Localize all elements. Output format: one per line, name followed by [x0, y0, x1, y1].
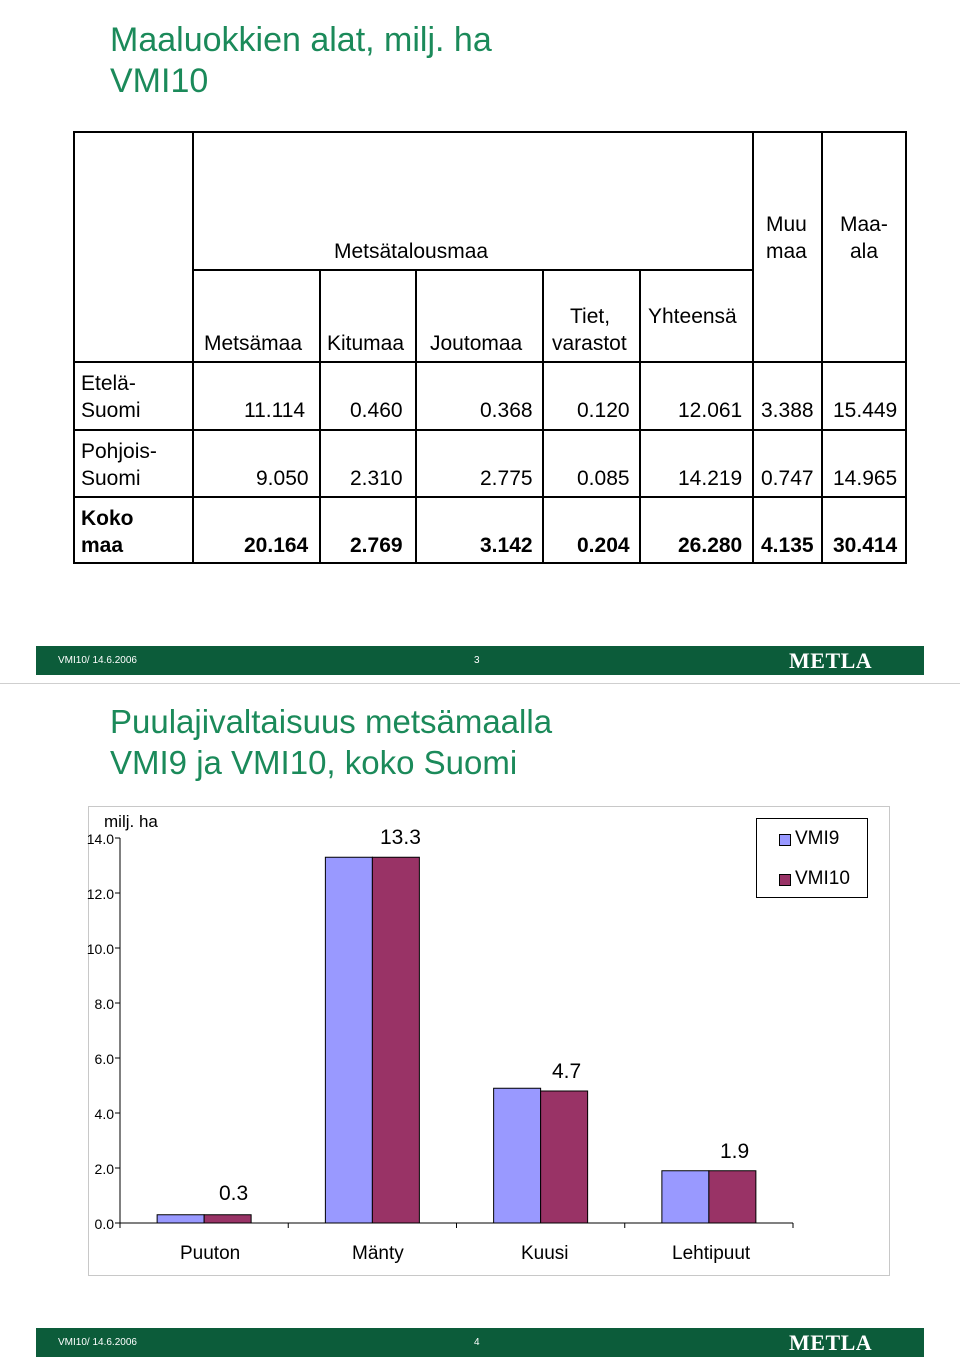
- y-tick-label: 2.0: [94, 1161, 114, 1177]
- table-cell: 4.135: [761, 534, 814, 557]
- y-tick-label: 10.0: [86, 941, 114, 957]
- table-cell: 2.310: [350, 467, 403, 490]
- table-cell: 0.747: [761, 467, 814, 490]
- bar-vmi9-lehtipuut: [662, 1171, 709, 1223]
- category-label-manty: Mänty: [352, 1243, 404, 1264]
- slide2-footer: [36, 1328, 924, 1357]
- table-cell: 0.120: [577, 399, 630, 422]
- y-tick-label: 8.0: [94, 996, 114, 1012]
- table-cell: 11.114: [244, 399, 306, 422]
- header-maa-ala-2: ala: [850, 240, 879, 263]
- y-tick-label: 0.0: [94, 1216, 114, 1232]
- table-cell: 0.085: [577, 467, 630, 490]
- category-label-puuton: Puuton: [180, 1243, 241, 1264]
- row-label-etela-2: Suomi: [81, 399, 141, 422]
- header-metsatalousmaa: Metsätalousmaa: [334, 240, 489, 263]
- bar-vmi9-kuusi: [494, 1088, 541, 1223]
- bar-vmi10-lehtipuut: [709, 1171, 756, 1223]
- subheader-yhteensa: Yhteensä: [648, 305, 737, 328]
- legend-swatch-vmi10: [779, 874, 791, 886]
- table-cell: 12.061: [678, 399, 743, 422]
- row-label-pohjois-2: Suomi: [81, 467, 141, 490]
- y-tick-label: 4.0: [94, 1106, 114, 1122]
- footer-page-number: 3: [474, 655, 480, 666]
- footer-date: VMI10/ 14.6.2006: [58, 655, 137, 666]
- table-cell: 2.775: [480, 467, 533, 490]
- category-label-kuusi: Kuusi: [521, 1243, 569, 1264]
- table-cell: 14.965: [833, 467, 898, 490]
- header-maa-ala-1: Maa-: [840, 213, 888, 236]
- row-label-koko-1: Koko: [81, 507, 134, 530]
- chart-legend: [756, 818, 868, 898]
- bar-vmi10-kuusi: [541, 1091, 588, 1223]
- slide2-title-line2: VMI9 ja VMI10, koko Suomi: [110, 744, 518, 781]
- slide1-title-line1: Maaluokkien alat, milj. ha: [110, 21, 492, 59]
- table-cell: 9.050: [256, 467, 309, 490]
- table-cell: 3.388: [761, 399, 814, 422]
- metla-logo: METLA: [789, 1330, 873, 1355]
- subheader-tiet: Tiet,: [570, 305, 611, 328]
- legend-label-vmi10: VMI10: [795, 868, 850, 889]
- y-axis-unit: milj. ha: [104, 812, 158, 831]
- table-cell: 0.204: [577, 534, 630, 557]
- table-cell: 15.449: [833, 399, 898, 422]
- footer-date: VMI10/ 14.6.2006: [58, 1337, 137, 1348]
- table-cell: 30.414: [833, 534, 898, 557]
- legend-swatch-vmi9: [779, 834, 791, 846]
- subheader-joutomaa: Joutomaa: [430, 332, 523, 355]
- subheader-varastot: varastot: [552, 332, 627, 355]
- table-cell: 14.219: [678, 467, 743, 490]
- footer-page-number: 4: [474, 1337, 480, 1348]
- data-label-kuusi: 4.7: [552, 1060, 582, 1083]
- row-label-etela-1: Etelä-: [81, 372, 136, 395]
- subheader-metsamaa: Metsämaa: [204, 332, 303, 355]
- data-label-puuton: 0.3: [219, 1182, 249, 1205]
- row-label-koko-2: maa: [81, 534, 124, 557]
- table-cell: 26.280: [678, 534, 743, 557]
- category-label-lehtipuut: Lehtipuut: [672, 1243, 751, 1264]
- y-tick-label: 12.0: [86, 886, 114, 902]
- table-cell: 0.368: [480, 399, 533, 422]
- bar-vmi10-mänty: [372, 857, 419, 1223]
- data-label-lehtipuut: 1.9: [720, 1140, 750, 1163]
- y-tick-label: 6.0: [94, 1051, 114, 1067]
- header-muu-2: maa: [766, 240, 807, 263]
- table-cell: 3.142: [480, 534, 533, 557]
- y-tick-label: 14.0: [86, 831, 114, 847]
- row-label-pohjois-1: Pohjois-: [81, 440, 157, 463]
- data-label-manty: 13.3: [380, 826, 421, 849]
- slide1-title-line2: VMI10: [110, 62, 209, 100]
- table-cell: 20.164: [244, 534, 309, 557]
- bar-vmi10-puuton: [204, 1215, 251, 1223]
- bar-vmi9-mänty: [325, 857, 372, 1223]
- legend-label-vmi9: VMI9: [795, 828, 840, 849]
- header-muu-1: Muu: [766, 213, 807, 236]
- table-cell: 0.460: [350, 399, 403, 422]
- subheader-kitumaa: Kitumaa: [327, 332, 405, 355]
- bar-vmi9-puuton: [157, 1215, 204, 1223]
- metla-logo: METLA: [789, 648, 873, 673]
- table-cell: 2.769: [350, 534, 403, 557]
- slide2-title-line1: Puulajivaltaisuus metsämaalla: [110, 703, 553, 740]
